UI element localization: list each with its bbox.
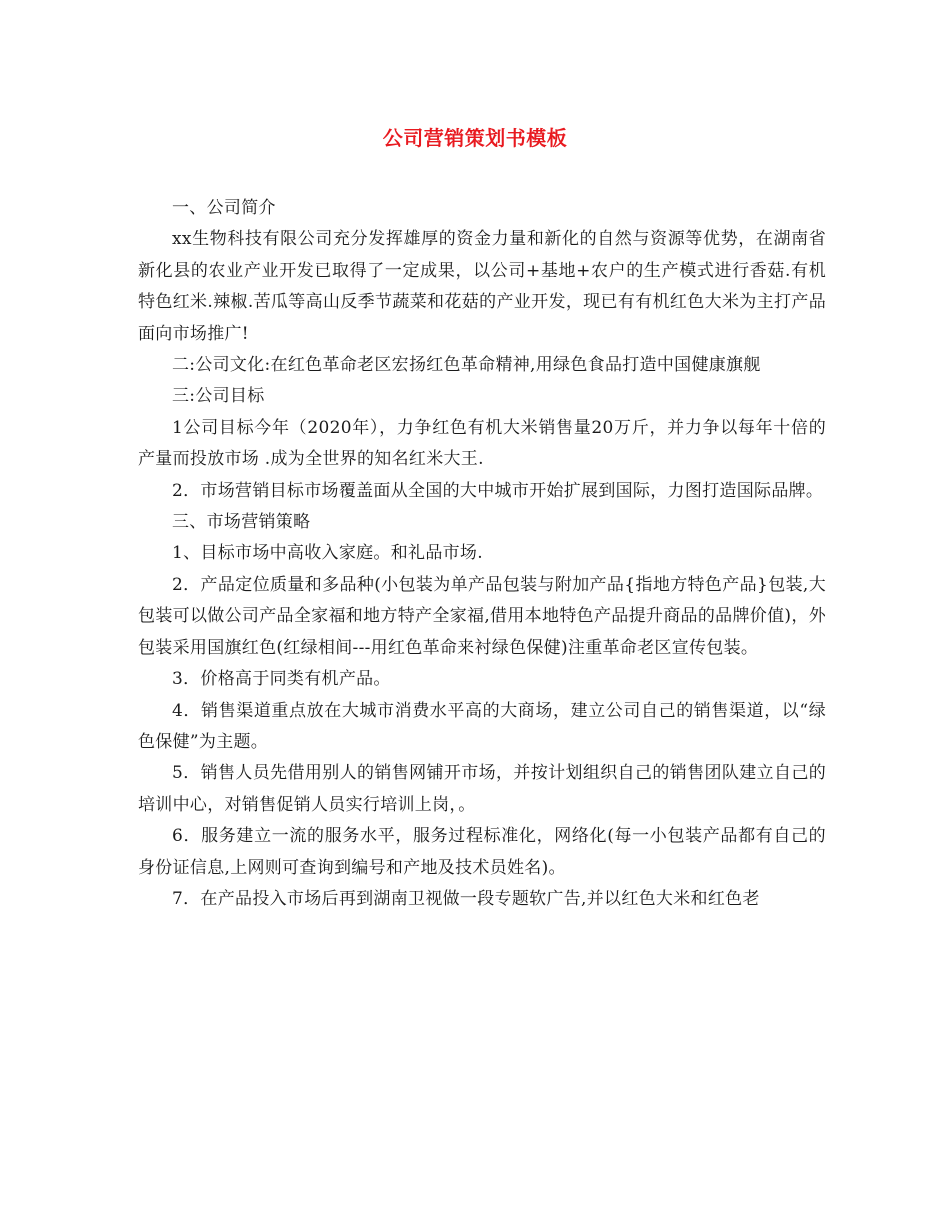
paragraph-company-culture: 二:公司文化:在红色革命老区宏扬红色革命精神,用绿色食品打造中国健康旗舰	[172, 355, 761, 376]
paragraph-strategy-7: 7．在产品投入市场后再到湖南卫视做一段专题软广告,并以红色大米和红色老	[172, 888, 760, 909]
heading-company-goals: 三:公司目标	[172, 386, 265, 407]
paragraph-strategy-1: 1、目标市场中高收入家庭。和礼品市场.	[172, 543, 483, 564]
paragraph-strategy-4: 4．销售渠道重点放在大城市消费水平高的大商场，建立公司自己的销售渠道，以“绿色保健”为主题。	[138, 700, 826, 752]
paragraph-strategy-6: 6．服务建立一流的服务水平，服务过程标准化，网络化(每一小包装产品都有自己的身份证信息,上网则可查询到编号和产地及技术员姓名)。	[138, 826, 826, 878]
heading-marketing-strategy: 三、市场营销策略	[172, 512, 311, 533]
paragraph-strategy-2: 2．产品定位质量和多品种(小包装为单产品包装与附加产品{指地方特色产品}包装,大包装可以做公司产品全家福和地方特产全家福,借用本地特色产品提升商品的品牌价值)，外包装采用国旗红色(红绿相间---用红色革命来衬绿色保健)注重革命老区宣传包装。	[138, 574, 826, 658]
heading-company-intro: 一、公司简介	[172, 198, 276, 218]
paragraph-goal-1: 1公司目标今年（2020年），力争红色有机大米销售量20万斤，并力争以每年十倍的产量而投放市场 .成为全世界的知名红米大王.	[138, 417, 826, 470]
document-body	[138, 193, 826, 915]
paragraph-strategy-3: 3．价格高于同类有机产品。	[172, 669, 391, 690]
document-title: 公司营销策划书模板	[382, 126, 568, 150]
paragraph-company-intro: xx生物科技有限公司充分发挥雄厚的资金力量和新化的自然与资源等优势，在湖南省新化县的农业产业开发已取得了一定成果，以公司+基地+农户的生产模式进行香菇.有机特色红米.辣椒.苦瓜等高山反季节蔬菜和花菇的产业开发，现已有有机红色大米为主打产品面向市场推广!	[138, 229, 826, 344]
paragraph-strategy-5: 5．销售人员先借用别人的销售网铺开市场，并按计划组织自己的销售团队建立自己的培训中心，对销售促销人员实行培训上岗，。	[138, 763, 826, 815]
paragraph-goal-2: 2．市场营销目标市场覆盖面从全国的大中城市开始扩展到国际，力图打造国际品牌。	[172, 480, 824, 501]
